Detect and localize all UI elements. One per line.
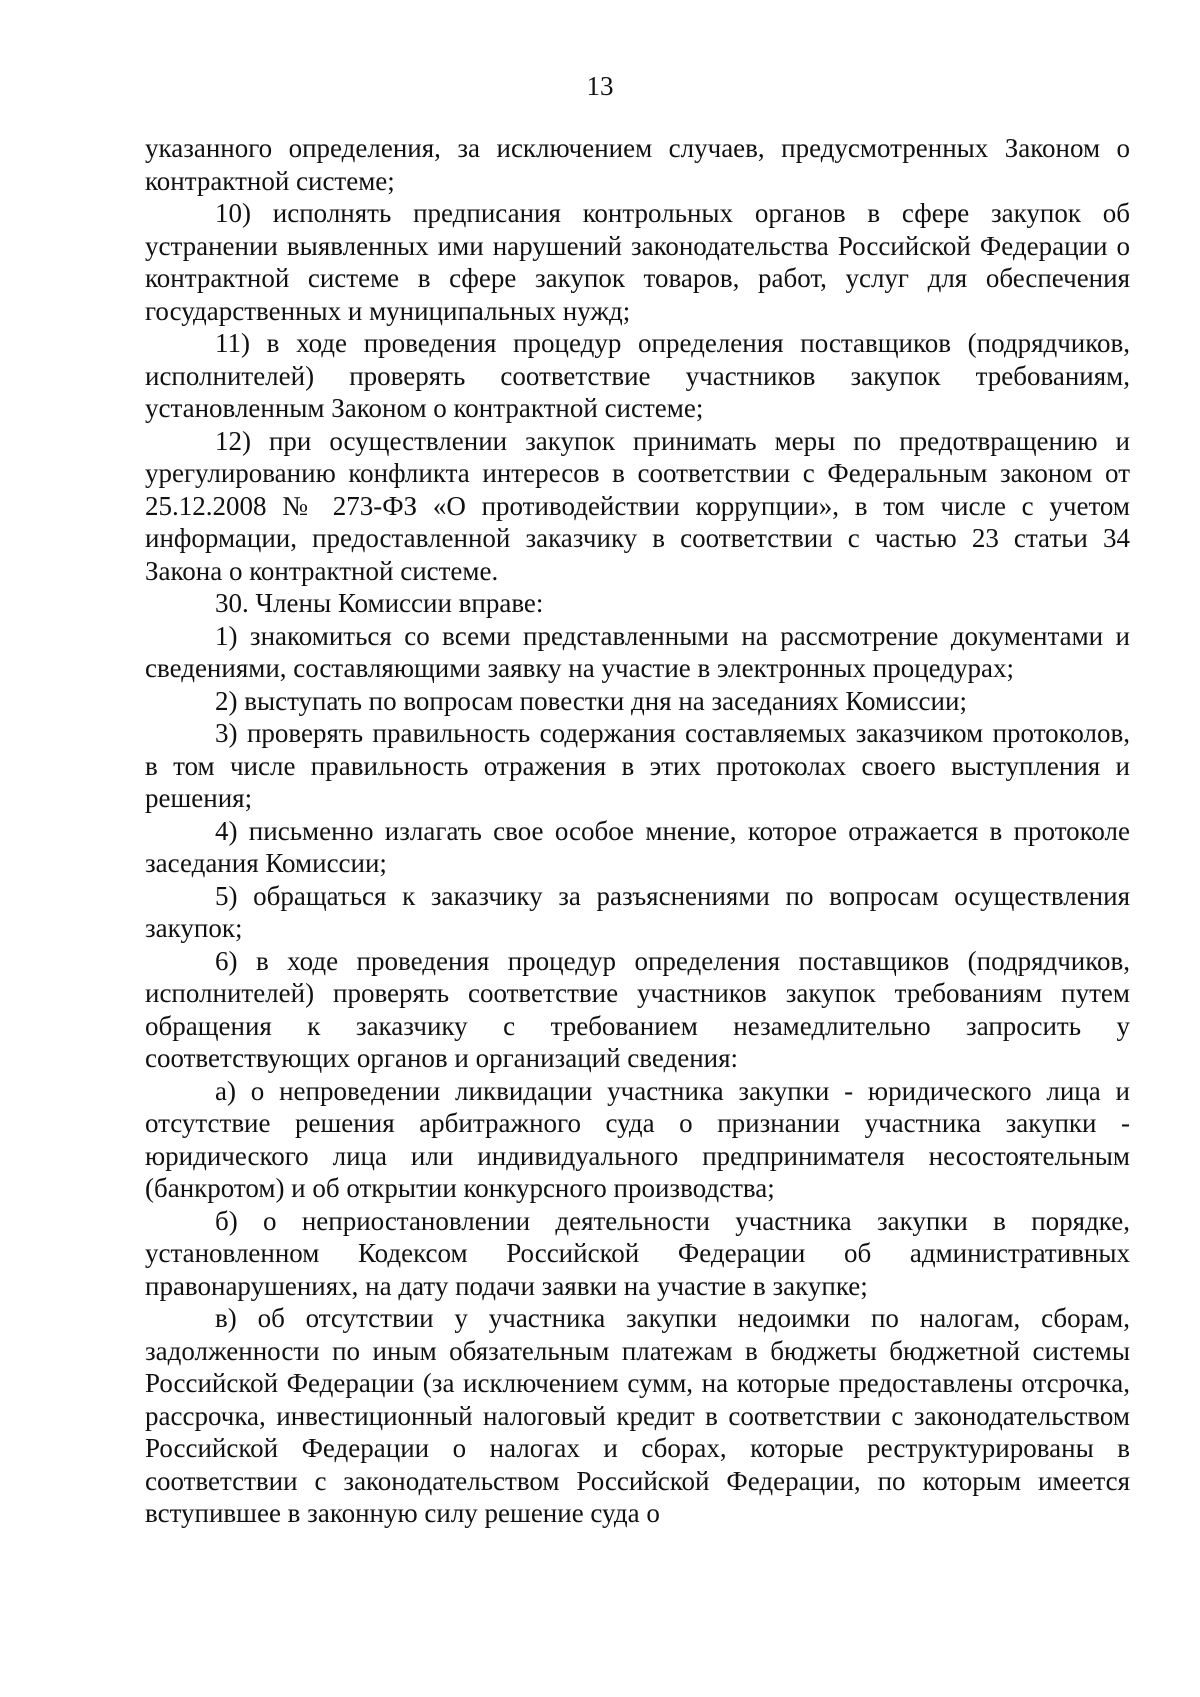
subparagraph-b: б) о неприостановлении деятельности участника закупки в порядке, установленном Кодексом Российской Федерации об административных правонарушениях, на дату подачи заявки на участие в закупке; bbox=[145, 1205, 1130, 1301]
paragraph-right-5: 5) обращаться к заказчику за разъяснениями по вопросам осуществления закупок; bbox=[145, 880, 1130, 943]
paragraph-item-10: 10) исполнять предписания контрольных органов в сфере закупок об устранении выявленных ими нарушений законодательства Российской Федерации о контрактной системе в сфере закупок товаров, работ, услуг для обеспечения государственных и муниципальных нужд; bbox=[145, 198, 1130, 326]
subparagraph-a: а) о непроведении ликвидации участника закупки - юридического лица и отсутствие решения арбитражного суда о признании участника закупки - юридического лица или индивидуального предпринимателя несостоятельным (банкротом) и об открытии конкурсного производства; bbox=[145, 1075, 1130, 1203]
paragraph-right-4: 4) письменно излагать свое особое мнение, которое отражается в протоколе заседания Комиссии; bbox=[145, 815, 1130, 878]
paragraph-right-6: 6) в ходе проведения процедур определения поставщиков (подрядчиков, исполнителей) проверять соответствие участников закупок требованиям путем обращения к заказчику с требованием незамедлительно запросить у соответствующих органов и организаций сведения: bbox=[145, 945, 1130, 1073]
paragraph-item-11: 11) в ходе проведения процедур определения поставщиков (подрядчиков, исполнителей) проверять соответствие участников закупок требованиям, установленным Законом о контрактной системе; bbox=[145, 328, 1130, 423]
section-30-heading: 30. Члены Комиссии вправе: bbox=[215, 588, 544, 618]
paragraph-continuation: указанного определения, за исключением случаев, предусмотренных Законом о контрактной системе; bbox=[145, 133, 1130, 196]
paragraph-right-3: 3) проверять правильность содержания составляемых заказчиком протоколов, в том числе правильность отражения в этих протоколах своего выступления и решения; bbox=[145, 718, 1130, 813]
paragraph-right-2: 2) выступать по вопросам повестки дня на заседаниях Комиссии; bbox=[215, 685, 967, 716]
paragraph-right-1: 1) знакомиться со всеми представленными на рассмотрение документами и сведениями, составляющими заявку на участие в электронных процедурах; bbox=[145, 620, 1130, 683]
subparagraph-v: в) об отсутствии у участника закупки недоимки по налогам, сборам, задолженности по иным обязательным платежам в бюджеты бюджетной системы Российской Федерации (за исключением сумм, на которые предоставлены отсрочка, рассрочка, инвестиционный налоговый кредит в соответствии с законодательством Российской Федерации о налогах и сборах, которые реструктурированы в соответствии с законодательством Российской Федерации, по которым имеется вступившее в законную силу решение суда о bbox=[145, 1303, 1130, 1528]
paragraph-item-12: 12) при осуществлении закупок принимать меры по предотвращению и урегулированию конфликта интересов в соответствии с Федеральным законом от 25.12.2008 № 273-ФЗ «О противодействии коррупции», в том числе с учетом информации, предоставленной заказчику в соответствии с частью 23 статьи 34 Закона о контрактной системе. bbox=[145, 425, 1130, 586]
page-number: 13 bbox=[586, 71, 614, 101]
document-body bbox=[145, 132, 1130, 1530]
